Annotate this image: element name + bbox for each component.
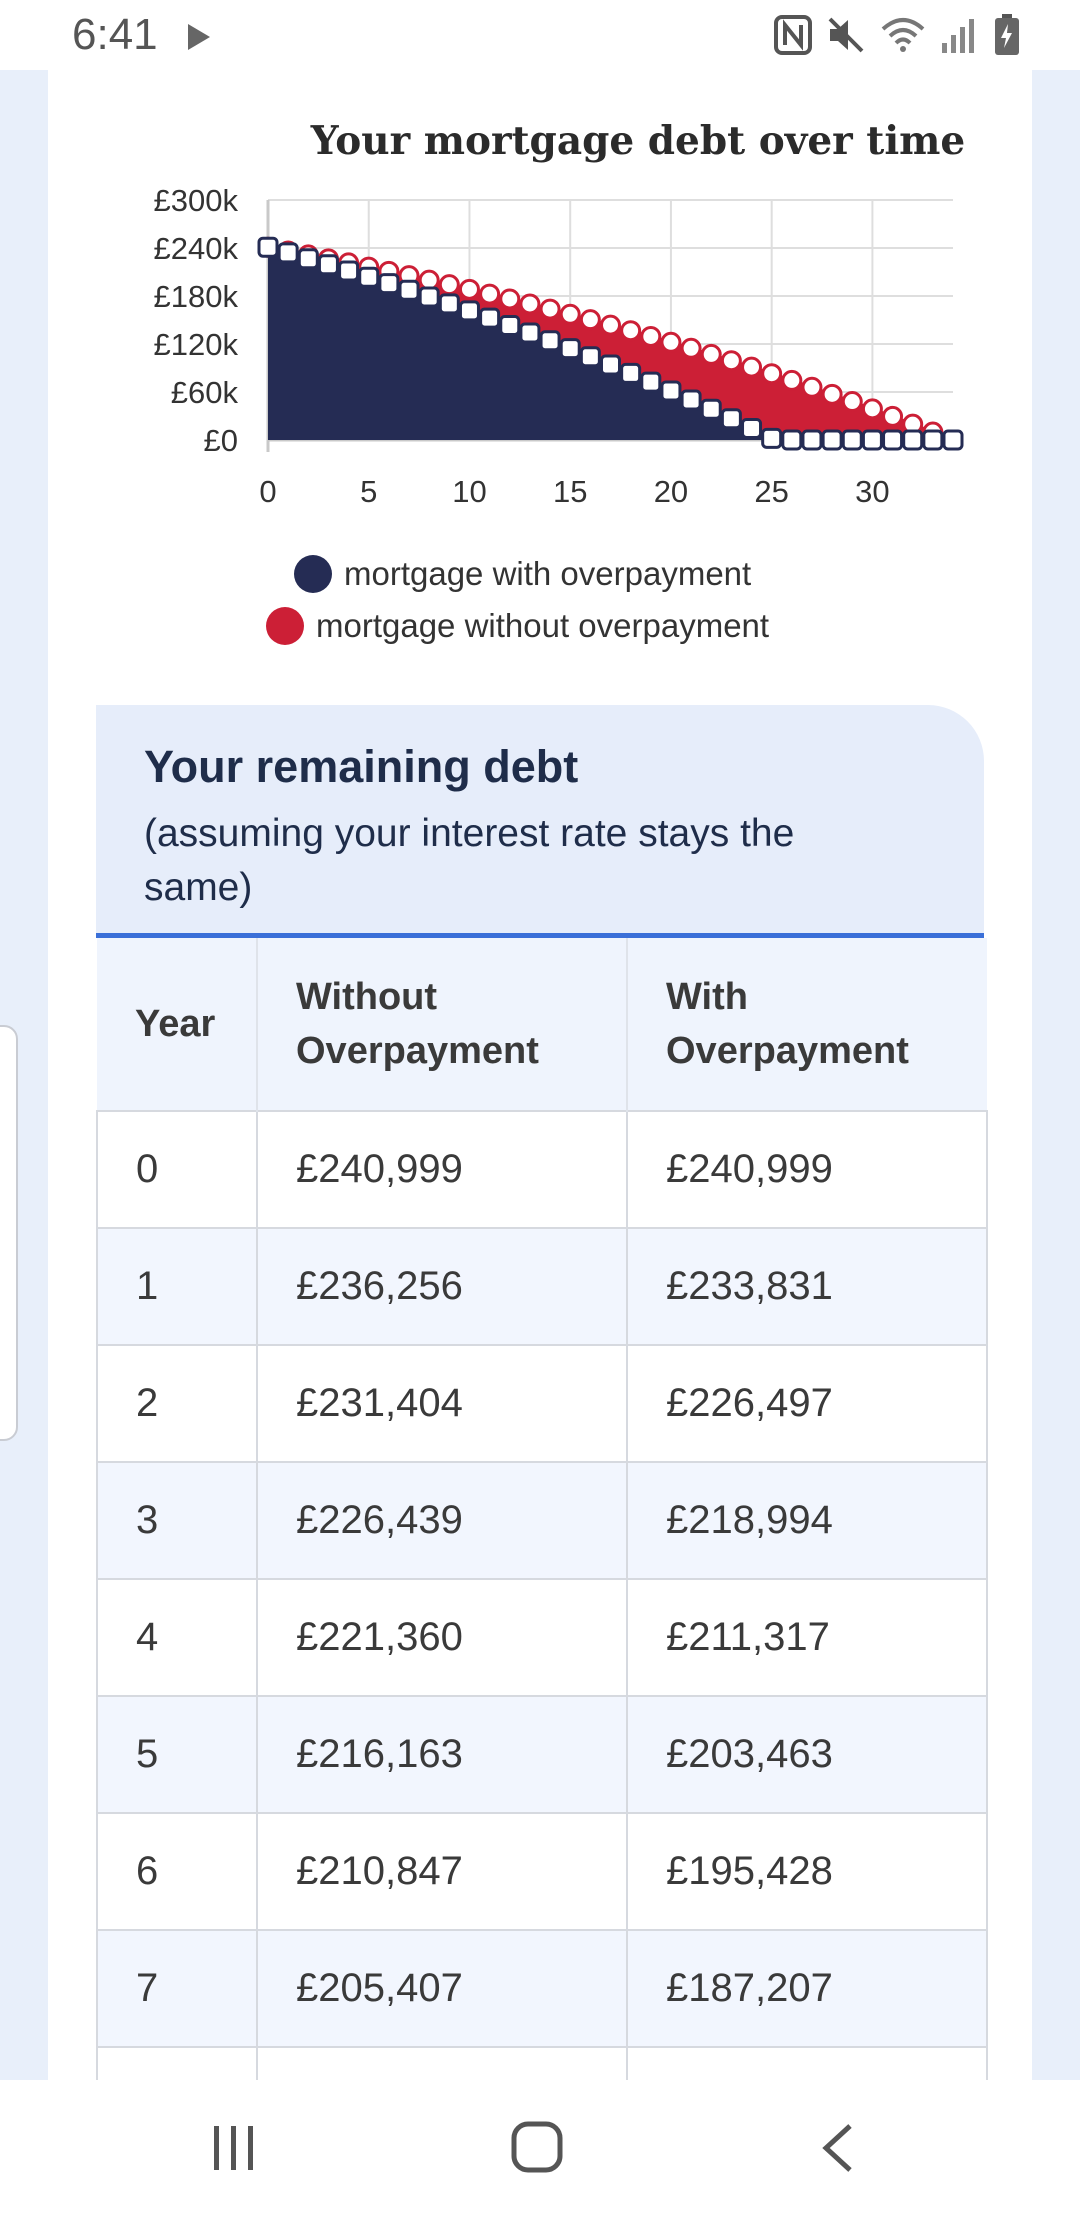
point-with-overpayment: [561, 340, 579, 358]
remaining-debt-table: [96, 938, 988, 2165]
y-tick-label: £120k: [153, 327, 238, 362]
x-tick-label: 25: [754, 474, 789, 509]
table-row: [97, 1930, 987, 2047]
recent-apps-icon[interactable]: [210, 2122, 258, 2174]
point-without-overpayment: [662, 333, 680, 351]
point-with-overpayment: [803, 431, 821, 449]
point-with-overpayment: [743, 419, 761, 437]
point-without-overpayment: [763, 365, 781, 383]
point-with-overpayment: [863, 431, 881, 449]
remaining-debt-subtitle: (assuming your interest rate stays the same): [144, 812, 795, 909]
x-tick-label: 20: [653, 474, 689, 509]
cell-without: £205,407: [257, 1930, 627, 2047]
legend-label-with: mortgage with overpayment: [344, 555, 752, 592]
legend-item-with-overpayment[interactable]: [48, 548, 1032, 600]
point-with-overpayment: [319, 256, 337, 274]
point-without-overpayment: [863, 400, 881, 418]
y-tick-label: £60k: [170, 375, 238, 410]
point-with-overpayment: [722, 410, 740, 428]
point-with-overpayment: [682, 391, 700, 409]
point-without-overpayment: [420, 271, 438, 289]
status-icons: [774, 14, 1020, 56]
cell-year: 2: [97, 1345, 257, 1462]
side-panel-handle[interactable]: [0, 1025, 18, 1441]
point-with-overpayment: [783, 431, 801, 449]
signal-icon: [940, 15, 980, 55]
point-without-overpayment: [682, 339, 700, 357]
point-without-overpayment: [884, 407, 902, 425]
cell-year: 0: [97, 1111, 257, 1228]
content-card: [48, 70, 1032, 2080]
point-with-overpayment: [279, 244, 297, 262]
header-year: Year: [97, 938, 257, 1111]
x-tick-label: 10: [452, 474, 487, 509]
table-row: [97, 1345, 987, 1462]
cell-without: £221,360: [257, 1579, 627, 1696]
wifi-icon: [880, 15, 926, 55]
point-with-overpayment: [400, 281, 418, 299]
point-with-overpayment: [420, 288, 438, 306]
cell-year: 4: [97, 1579, 257, 1696]
mortgage-chart: [48, 70, 1032, 670]
mute-icon: [826, 15, 866, 55]
cell-with: £195,428: [627, 1813, 987, 1930]
cell-without: £236,256: [257, 1228, 627, 1345]
back-icon[interactable]: [818, 2122, 858, 2174]
chart-title: Your mortgage debt over time: [310, 118, 966, 164]
point-with-overpayment: [884, 431, 902, 449]
play-icon: [188, 24, 210, 50]
point-without-overpayment: [460, 280, 478, 298]
point-with-overpayment: [521, 324, 539, 342]
status-time: 6:41: [72, 10, 158, 59]
legend-swatch-without: [266, 607, 304, 645]
cell-without: £231,404: [257, 1345, 627, 1462]
point-without-overpayment: [440, 276, 458, 294]
cell-without: £216,163: [257, 1696, 627, 1813]
remaining-debt-header: [96, 705, 984, 938]
x-tick-label: 5: [360, 474, 378, 509]
point-with-overpayment: [380, 275, 398, 293]
point-with-overpayment: [541, 332, 559, 350]
cell-with: £218,994: [627, 1462, 987, 1579]
point-with-overpayment: [481, 309, 499, 327]
point-without-overpayment: [581, 311, 599, 329]
cell-without: £210,847: [257, 1813, 627, 1930]
legend-item-without-overpayment[interactable]: [48, 600, 1032, 652]
point-without-overpayment: [622, 322, 640, 340]
x-tick-label: 15: [552, 474, 588, 509]
point-without-overpayment: [501, 290, 519, 308]
point-with-overpayment: [581, 348, 599, 366]
point-without-overpayment: [823, 385, 841, 403]
nfc-icon: [774, 15, 812, 55]
point-without-overpayment: [702, 345, 720, 363]
cell-year: 5: [97, 1696, 257, 1813]
cell-with: £226,497: [627, 1345, 987, 1462]
point-without-overpayment: [481, 285, 499, 303]
point-with-overpayment: [440, 295, 458, 313]
cell-with: £211,317: [627, 1579, 987, 1696]
point-without-overpayment: [602, 316, 620, 334]
point-with-overpayment: [823, 431, 841, 449]
cell-with: £187,207: [627, 1930, 987, 2047]
x-tick-label: 0: [259, 474, 277, 509]
table-row: [97, 1111, 987, 1228]
point-with-overpayment: [642, 373, 660, 391]
table-row: [97, 1696, 987, 1813]
cell-without: £240,999: [257, 1111, 627, 1228]
point-with-overpayment: [602, 356, 620, 374]
table-row: [97, 1813, 987, 1930]
cell-year: 7: [97, 1930, 257, 2047]
point-with-overpayment: [904, 431, 922, 449]
cell-without: £226,439: [257, 1462, 627, 1579]
point-with-overpayment: [299, 250, 317, 268]
battery-icon: [994, 14, 1020, 56]
cell-year: 3: [97, 1462, 257, 1579]
chart-plot: [48, 70, 1032, 540]
cell-with: £203,463: [627, 1696, 987, 1813]
point-with-overpayment: [259, 238, 277, 256]
point-with-overpayment: [702, 400, 720, 418]
y-tick-label: £240k: [153, 231, 238, 266]
y-tick-label: £180k: [153, 279, 238, 314]
y-tick-label: £300k: [153, 183, 238, 218]
point-with-overpayment: [662, 382, 680, 400]
point-with-overpayment: [460, 302, 478, 320]
header-with-overpayment: With Overpayment: [627, 938, 987, 1111]
cell-with: £233,831: [627, 1228, 987, 1345]
right-background-strip: [1032, 70, 1080, 2080]
table-row: [97, 1228, 987, 1345]
y-tick-label: £0: [203, 423, 238, 458]
x-tick-label: 30: [855, 474, 890, 509]
home-icon[interactable]: [510, 2120, 564, 2174]
status-bar: [0, 0, 1080, 70]
point-without-overpayment: [783, 371, 801, 389]
point-with-overpayment: [924, 431, 942, 449]
point-without-overpayment: [743, 358, 761, 376]
cell-year: 1: [97, 1228, 257, 1345]
table-row: [97, 1462, 987, 1579]
point-without-overpayment: [803, 378, 821, 396]
point-with-overpayment: [340, 262, 358, 280]
point-with-overpayment: [622, 364, 640, 382]
point-without-overpayment: [722, 352, 740, 370]
point-with-overpayment: [360, 268, 378, 286]
navigation-bar: [0, 2080, 1080, 2220]
header-without-overpayment: Without Overpayment: [257, 938, 627, 1111]
legend-label-without: mortgage without overpayment: [316, 607, 770, 644]
table-row: [97, 1579, 987, 1696]
point-without-overpayment: [561, 305, 579, 323]
point-without-overpayment: [521, 295, 539, 313]
legend-swatch-with: [294, 555, 332, 593]
point-with-overpayment: [843, 431, 861, 449]
point-with-overpayment: [501, 316, 519, 334]
table-header-row: [97, 938, 987, 1111]
point-without-overpayment: [843, 393, 861, 411]
remaining-debt-title: Your remaining debt: [144, 741, 579, 792]
cell-year: 6: [97, 1813, 257, 1930]
cell-with: £240,999: [627, 1111, 987, 1228]
point-without-overpayment: [642, 327, 660, 345]
point-without-overpayment: [541, 300, 559, 318]
point-with-overpayment: [763, 429, 781, 447]
point-with-overpayment: [944, 431, 962, 449]
chart-legend: [48, 548, 1032, 652]
